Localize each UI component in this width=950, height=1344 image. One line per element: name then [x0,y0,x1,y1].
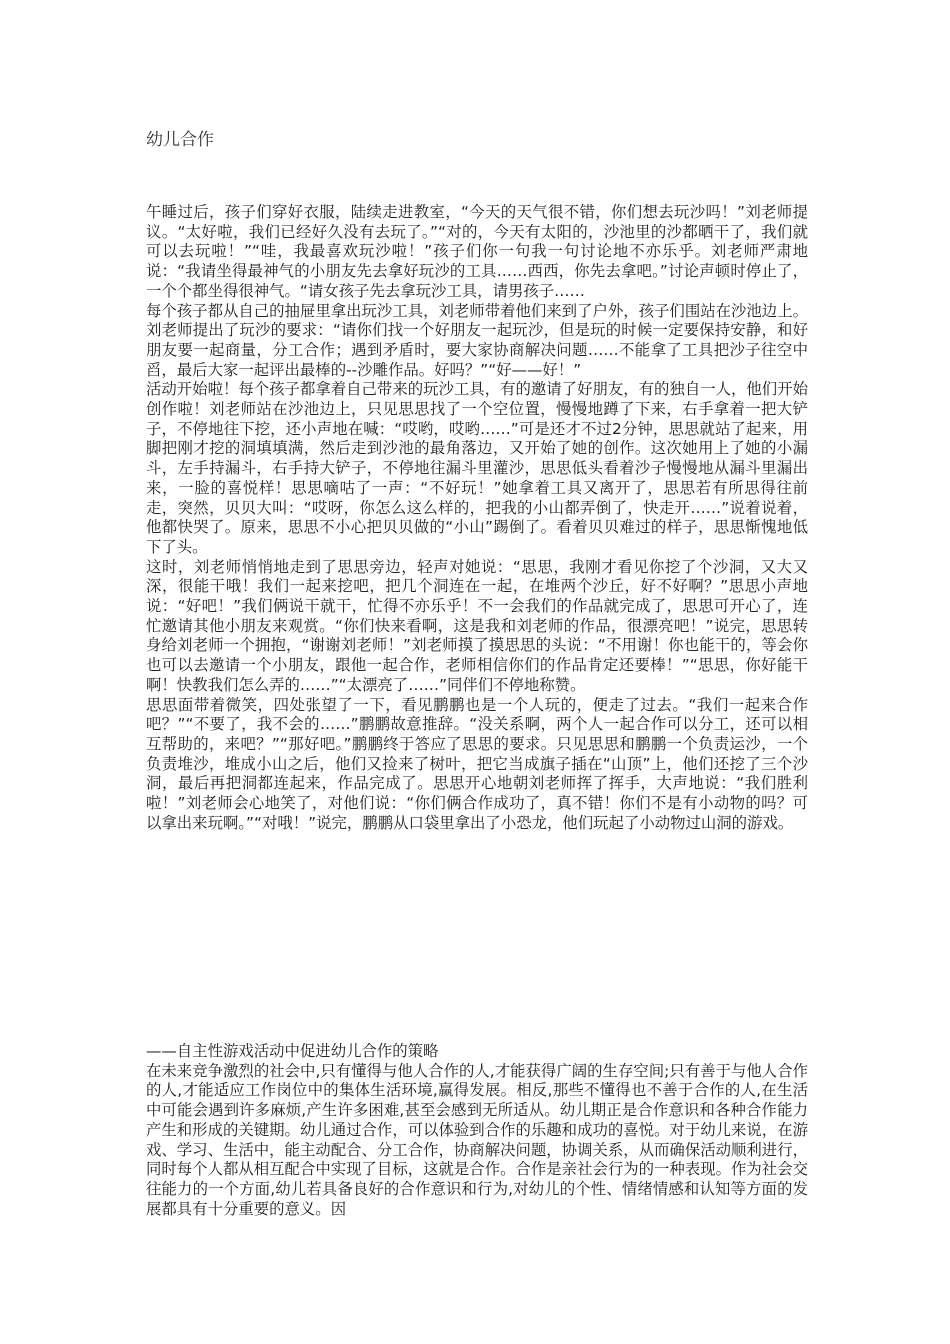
story-section [146,203,808,834]
story-paragraph: 活动开始啦！每个孩子都拿着自己带来的玩沙工具，有的邀请了好朋友，有的独自一人，他们开始创作啦！刘老师站在沙池边上，只见思思找了一个空位置，慢慢地蹲了下来，右手拿着一把大铲子，不停地往下挖，还小声地在喊：“哎哟，哎哟……”可是还才不过2分钟，思思就站了起来，用脚把刚才挖的洞填填满，然后走到沙池的最角落边，又开始了她的创作。这次她用上了她的小漏斗，左手持漏斗，右手持大铲子，不停地往漏斗里灌沙，思思低头看着沙子慢慢地从漏斗里漏出来，一脸的喜悦样！思思嘀咕了一声：“不好玩！”她拿着工具又离开了，思思若有所思得往前走，突然，贝贝大叫：“哎呀，你怎么这么样的，把我的小山都弄倒了，快走开……”说着说着，他都快哭了。原来，思思不小心把贝贝做的“小山”踢倒了。看着贝贝难过的样子，思思惭愧地低下了头。 [146,380,808,556]
story-paragraph: 午睡过后，孩子们穿好衣服，陆续走进教室，“今天的天气很不错，你们想去玩沙吗！”刘老师提议。“太好啦，我们已经好久没有去玩了。”“对的，今天有太阳的，沙池里的沙都晒干了，我们就可以去玩啦！”“哇，我最喜欢玩沙啦！”孩子们你一句我一句讨论地不亦乐乎。刘老师严肃地说：“我请坐得最神气的小朋友先去拿好玩沙的工具……西西，你先去拿吧。”讨论声顿时停止了，一个个都坐得很神气。“请女孩子先去拿玩沙工具，请男孩子…… [146,203,808,300]
story-paragraph: 这时，刘老师悄悄地走到了思思旁边，轻声对她说：“思思，我刚才看见你挖了个沙洞，又大又深，很能干哦！我们一起来挖吧，把几个洞连在一起，在堆两个沙丘，好不好啊？”思思小声地说：“好吧！”我们俩说干就干，忙得不亦乐乎！不一会我们的作品就完成了，思思可开心了，连忙邀请其他小朋友来观赏。“你们快来看啊，这是我和刘老师的作品，很漂亮吧！”说完，思思转身给刘老师一个拥抱，“谢谢刘老师！”刘老师摸了摸思思的头说：“不用谢！你也能干的，等会你也可以去邀请一个小朋友，跟他一起合作，老师相信你们的作品肯定还要棒！”“思思，你好能干啊！快教我们怎么弄的……”“太漂亮了……”同伴们不停地称赞。 [146,557,808,694]
strategy-section [146,1042,808,1219]
strategy-heading: ——自主性游戏活动中促进幼儿合作的策略 [146,1042,439,1060]
strategy-paragraph: 在未来竞争激烈的社会中,只有懂得与他人合作的人,才能获得广阔的生存空间;只有善于与他人合作的人,才能适应工作岗位中的集体生活环境,赢得发展。相反,那些不懂得也不善于合作的人,在生活中可能会遇到许多麻烦,产生许多困难,甚至会感到无所适从。幼儿期正是合作意识和各种合作能力产生和形成的关键期。幼儿通过合作，可以体验到合作的乐趣和成功的喜悦。对于幼儿来说，在游戏、学习、生活中，能主动配合、分工合作，协商解决问题，协调关系，从而确保活动顺利进行，同时每个人都从相互配合中实现了目标，这就是合作。合作是亲社会行为的一种表现。作为社会交往能力的一个方面,幼儿若具备良好的合作意识和行为,对幼儿的个性、情绪情感和认知等方面的发展都具有十分重要的意义。因 [146,1061,808,1218]
story-paragraph: 思思面带着微笑，四处张望了一下，看见鹏鹏也是一个人玩的，便走了过去。“我们一起来合作吧？”“不要了，我不会的……”鹏鹏故意推辞。“没关系啊，两个人一起合作可以分工，还可以相互帮助的，来吧？”“那好吧。”鹏鹏终于答应了思思的要求。只见思思和鹏鹏一个负责运沙，一个负责堆沙，堆成小山之后，他们又捡来了树叶，把它当成旗子插在“山顶”上，他们还挖了三个沙洞，最后再把洞都连起来，作品完成了。思思开心地朝刘老师挥了挥手，大声地说：“我们胜利啦！”刘老师会心地笑了，对他们说：“你们俩合作成功了，真不错！你们不是有小动物的吗？可以拿出来玩啊。”“对哦！”说完，鹏鹏从口袋里拿出了小恐龙，他们玩起了小动物过山洞的游戏。 [146,695,808,832]
story-paragraph: 每个孩子都从自己的抽屉里拿出玩沙工具，刘老师带着他们来到了户外，孩子们围站在沙池边上。刘老师提出了玩沙的要求：“请你们找一个好朋友一起玩沙，但是玩的时候一定要保持安静，和好朋友要一起商量，分工合作；遇到矛盾时，要大家协商解决问题……不能拿了工具把沙子往空中舀，最后大家一起评出最棒的--沙雕作品。好吗？”“好——好！” [146,301,808,379]
document-title: 幼儿合作 [146,130,214,150]
